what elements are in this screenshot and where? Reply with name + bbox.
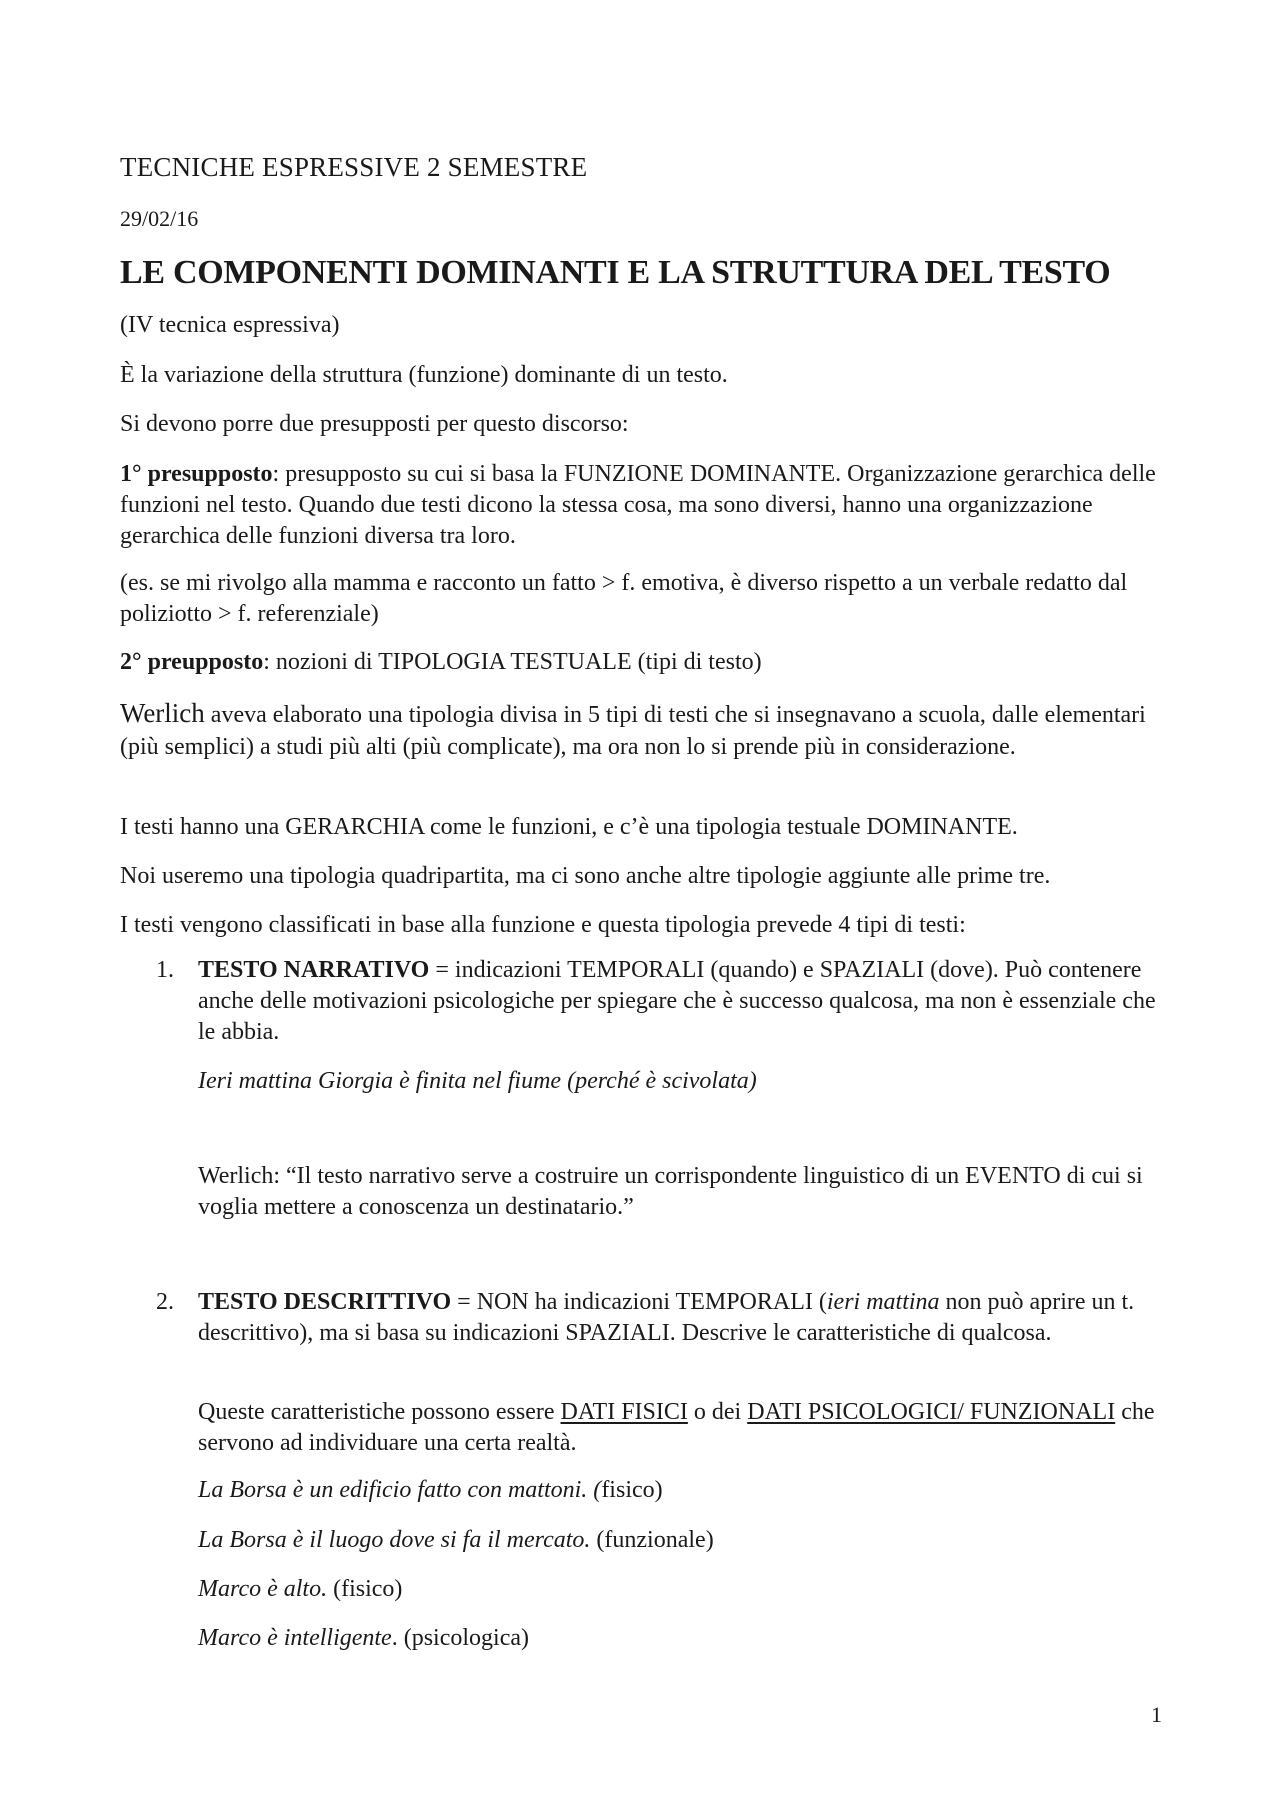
list-item-text: TESTO NARRATIVO = indicazioni TEMPORALI (quando) e SPAZIALI (dove). Può contenere anche delle motivazioni psicologiche per spiegare che è successo qualcosa, ma non è essenziale che le abbia. (198, 957, 1156, 1045)
premise-2-text: : nozioni di TIPOLOGIA TESTUALE (tipi di testo) (263, 649, 762, 675)
premise-2-label: 2° preupposto (120, 649, 264, 675)
premise-1-text: : presupposto su cui si basa la FUNZIONE DOMINANTE. Organizzazione gerarchica delle funzioni nel testo. Quando due testi dicono la stessa cosa, ma sono diversi, hanno una organizzazione gerarchica delle funzioni diversa tra loro. (120, 461, 1156, 549)
premise-1-paragraph (120, 459, 1160, 552)
descriptive-example: Marco è intelligente. (psicologica) (198, 1625, 530, 1651)
descriptive-example: La Borsa è un edificio fatto con mattoni. (fisico) (198, 1477, 663, 1503)
list-item-label: TESTO NARRATIVO (198, 957, 430, 983)
psychological-data-term: DATI PSICOLOGICI/ FUNZIONALI (747, 1399, 1116, 1425)
werlich-quote: Werlich: “Il testo narrativo serve a costruire un corrispondente linguistico di un EVENTO di cui si voglia mettere a conoscenza un destinatario.” (198, 1163, 1143, 1220)
werlich-paragraph (120, 697, 1160, 763)
premise-1-example: (es. se mi rivolgo alla mamma e racconto un fatto > f. emotiva, è diverso rispetto a un verbale redatto dal poliziotto > f. referenziale) (120, 570, 1128, 627)
lecture-date: 29/02/16 (120, 206, 199, 231)
features-paragraph: Queste caratteristiche possono essere DATI FISICI o dei DATI PSICOLOGICI/ FUNZIONALI che servono ad individuare una certa realtà. (198, 1399, 1155, 1456)
quadripartite-paragraph: Noi useremo una tipologia quadripartita, ma ci sono anche altre tipologie aggiunte alle prime tre. (120, 863, 1051, 889)
list-item-number: 2. (156, 1289, 174, 1315)
page-title: LE COMPONENTI DOMINANTI E LA STRUTTURA DEL TESTO (120, 254, 1111, 291)
course-heading: TECNICHE ESPRESSIVE 2 SEMESTRE (120, 152, 588, 182)
page-number: 1 (1151, 1702, 1162, 1727)
descriptive-example: La Borsa è il luogo dove si fa il mercato. (funzionale) (198, 1527, 714, 1553)
subtitle: (IV tecnica espressiva) (120, 312, 340, 338)
list-item-label: TESTO DESCRITTIVO (198, 1289, 452, 1315)
premise-2-paragraph (120, 647, 1160, 678)
premise-1-label: 1° presupposto (120, 461, 273, 487)
descriptive-example: Marco è alto. (fisico) (198, 1576, 403, 1602)
physical-data-term: DATI FISICI (560, 1399, 688, 1425)
werlich-name: Werlich (120, 698, 205, 728)
hierarchy-paragraph: I testi hanno una GERARCHIA come le funzioni, e c’è una tipologia testuale DOMINANTE. (120, 814, 1018, 840)
classified-paragraph: I testi vengono classificati in base alla funzione e questa tipologia prevede 4 tipi di testi: (120, 912, 966, 938)
narrative-example: Ieri mattina Giorgia è finita nel fiume (perché è scivolata) (198, 1068, 757, 1094)
werlich-text: aveva elaborato una tipologia divisa in 5 tipi di testi che si insegnavano a scuola, dalle elementari (più semplici) a studi più alti (più complicate), ma ora non lo si prende più in considerazione. (120, 702, 1146, 760)
list-item-text: TESTO DESCRITTIVO = NON ha indicazioni TEMPORALI (ieri mattina non può aprire un t. descrittivo), ma si basa su indicazioni SPAZIALI. Descrive le caratteristiche di qualcosa. (198, 1289, 1135, 1346)
premise-lead-paragraph: Si devono porre due presupposti per questo discorso: (120, 411, 629, 437)
list-item-number: 1. (156, 957, 174, 983)
definition-paragraph: È la variazione della struttura (funzione) dominante di un testo. (120, 362, 728, 388)
